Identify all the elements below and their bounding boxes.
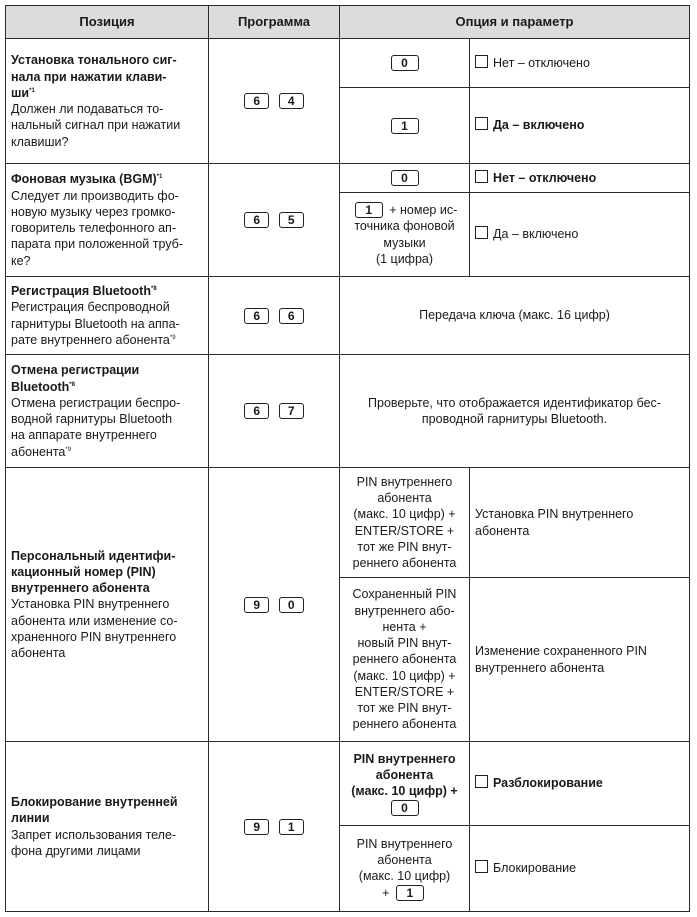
table-row xyxy=(6,164,690,193)
option-cell: 1 + номер ис- точника фоновой музыки (1 цифра) xyxy=(340,193,470,277)
position-cell-bgm: Фоновая музыка (BGM)$^{*1}$ Следует ли производить фо- новую музыку через громко- говоритель телефонного ап- парата при положенной труб- ке? xyxy=(6,164,209,277)
key-7: 7 xyxy=(279,403,304,419)
header-row xyxy=(6,6,690,39)
checkbox-icon xyxy=(475,117,488,130)
option-cell: Проверьте, что отображается идентификатор бес- проводной гарнитуры Bluetooth. xyxy=(340,355,690,468)
position-cell-bt-cancel: Отмена регистрации Bluetooth$^{*8}$ Отмена регистрации беспро- водной гарнитуры Bluetooth на аппарате внутреннего абонента$^{*9}$ xyxy=(6,355,209,468)
program-cell-bgm xyxy=(209,164,340,277)
param-cell: Разблокирование xyxy=(470,742,690,826)
param-cell: Да – включено xyxy=(470,88,690,164)
header-option: Опция и параметр xyxy=(340,6,690,39)
key-0: 0 xyxy=(391,55,419,71)
table-row xyxy=(6,468,690,578)
key-9: 9 xyxy=(244,597,269,613)
key-6: 6 xyxy=(244,403,269,419)
key-1: 1 xyxy=(355,202,383,218)
param-cell: Изменение сохраненного PIN внутреннего абонента xyxy=(470,578,690,742)
param-cell: Установка PIN внутреннего абонента xyxy=(470,468,690,578)
key-0: 0 xyxy=(391,800,419,816)
key-1: 1 xyxy=(396,885,424,901)
checkbox-icon xyxy=(475,170,488,183)
program-cell-pin xyxy=(209,468,340,742)
checkbox-icon xyxy=(475,775,488,788)
header-program: Программа xyxy=(209,6,340,39)
program-cell-lock xyxy=(209,742,340,912)
position-cell-lock: Блокирование внутренней линии Запрет использования теле- фона другими лицами xyxy=(6,742,209,912)
key-9: 9 xyxy=(244,819,269,835)
param-cell: Блокирование xyxy=(470,826,690,912)
option-cell: Сохраненный PIN внутреннего або- нента + новый PIN внут- реннего абонента (макс. 10 цифр) + ENTER/STORE + тот же PIN внут- реннего абонента xyxy=(340,578,470,742)
position-cell-pin: Персональный идентифи- кационный номер (PIN) внутреннего абонента Установка PIN внутреннего абонента или изменение со- храненного PIN внутреннего абонента xyxy=(6,468,209,742)
option-cell xyxy=(340,164,470,193)
option-cell xyxy=(340,88,470,164)
checkbox-icon xyxy=(475,226,488,239)
table-row xyxy=(6,39,690,88)
position-cell-tone: Установка тонального сиг- нала при нажатии клави- $ши^{*1}$ Должен ли подаваться то- нальный сигнал при нажатии клавиши? xyxy=(6,39,209,164)
option-cell xyxy=(340,39,470,88)
program-cell-bt-reg xyxy=(209,277,340,355)
option-cell: PIN внутреннего абонента (макс. 10 цифр) + 0 xyxy=(340,742,470,826)
param-cell: Да – включено xyxy=(470,193,690,277)
key-0: 0 xyxy=(391,170,419,186)
key-6: 6 xyxy=(244,212,269,228)
checkbox-icon xyxy=(475,860,488,873)
param-cell: Нет – отключено xyxy=(470,164,690,193)
header-position: Позиция xyxy=(6,6,209,39)
table-row xyxy=(6,355,690,468)
key-4: 4 xyxy=(279,93,304,109)
table-row xyxy=(6,277,690,355)
option-cell: Передача ключа (макс. 16 цифр) xyxy=(340,277,690,355)
checkbox-icon xyxy=(475,55,488,68)
param-cell: Нет – отключено xyxy=(470,39,690,88)
position-cell-bt-reg: Регистрация Bluetooth$^{*8}$ Регистрация беспроводной гарнитуры Bluetooth на аппа- рате внутреннего абонента$^{*9}$ xyxy=(6,277,209,355)
option-cell: PIN внутреннего абонента (макс. 10 цифр) + ENTER/STORE + тот же PIN внут- реннего абонента xyxy=(340,468,470,578)
key-1: 1 xyxy=(279,819,304,835)
program-cell-tone xyxy=(209,39,340,164)
option-cell: PIN внутреннего абонента (макс. 10 цифр) + 1 xyxy=(340,826,470,912)
program-cell-bt-cancel xyxy=(209,355,340,468)
table-row xyxy=(6,742,690,826)
key-1: 1 xyxy=(391,118,419,134)
key-6: 6 xyxy=(279,308,304,324)
key-6: 6 xyxy=(244,308,269,324)
key-5: 5 xyxy=(279,212,304,228)
key-0: 0 xyxy=(279,597,304,613)
settings-table xyxy=(5,5,690,912)
key-6: 6 xyxy=(244,93,269,109)
